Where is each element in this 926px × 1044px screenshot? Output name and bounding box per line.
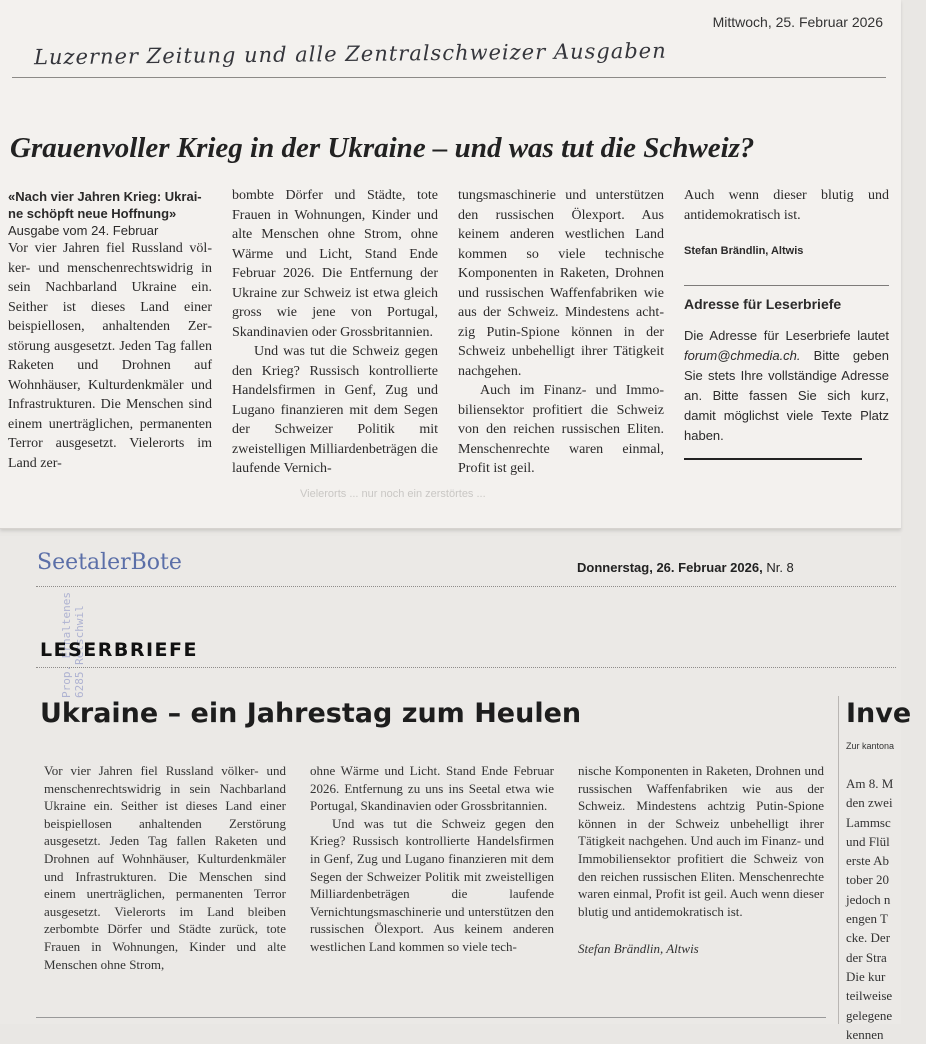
body-paragraph: bombte Dörfer und Städte, tote Frauen in Wohnungen, Kinder und alte Menschen ohne Strom, ohne Wärme und Licht, Stand Ende Februar 2026. Die Entfernung der Ukraine zur Schweiz ist etwa gleich gross wie jene von Portugal, Skandinavien oder Grossbritannien. (232, 188, 438, 340)
body-paragraph: Vor vier Jahren fiel Russland völker- und menschenrechtswidrig in sein Nachbarland Ukraine ein. Seither ist dieses Land einer beispiellosen anhaltenden Zerstörung ausgesetzt. Jeden Tag fallen Raketen und Drohnen auf Wohnhäuser, Kulturdenkmäler und Infrastrukturen. Die Menschen sind einem unerträglichen, permanenten Terror ausgesetzt. Vielerorts im Land bleiben zerbombte Dörfer und Städte zurück, tote Frauen in Wohnungen, Kinder und alte Menschen ohne Strom, (44, 763, 286, 972)
newspaper-masthead: SeetalerBote (37, 550, 182, 575)
next-article-line: engen T (846, 911, 888, 927)
masthead-dotted-rule (36, 586, 896, 587)
section-dotted-rule (36, 667, 896, 668)
next-article-line: jedoch n (846, 891, 891, 907)
bottom-rule (36, 1017, 826, 1018)
article-headline: Grauenvoller Krieg in der Ukraine – und was tut die Schweiz? (10, 132, 755, 164)
body-paragraph: tungsmaschinerie und unterstützen den russischen Ölexport. Aus keinem anderen westlichen Land kommen so viele technische Komponenten in Raketen, Drohnen und russischen Waffenfabriken wie aus der Schweiz. Mindestens achtzig Putin-Spione können in der Schweiz unbehelligt ihrer Tätigkeit nachgehen. (458, 188, 664, 379)
kicker-line-2: ne schöpft neue Hoffnung» (8, 206, 177, 221)
issue-number: Nr. 8 (766, 560, 794, 575)
body-paragraph: Und was tut die Schweiz gegen den Krieg? Russisch kontrollierte Handelsfirmen in Genf, Zug und Lugano finanzieren mit dem Segen der Schweizer Politik mit zweistelligen Milliardenbeträgen die laufende Vernich- (232, 344, 438, 476)
info-box-end-rule (684, 458, 862, 460)
article-column-4 (684, 186, 889, 460)
article-column-2 (232, 186, 438, 479)
bleed-through-text: Vielerorts ... nur noch ein zerstörtes ... (300, 488, 486, 500)
email-address: forum@chmedia.ch. (684, 348, 801, 363)
postal-stamp: Prop. Erhaltenes 6285 Retschwil (60, 592, 86, 698)
body-paragraph: Und was tut die Schweiz gegen den Krieg? Russisch kontrollierte Handelsfirmen in Genf, Zug und Lugano finanzieren mit dem Segen der Schweizer Politik mit zweistelligen Milliardenbeträgen die laufende Vernichtungsmaschinerie und unterstützen den russischen Ölexport. Aus keinem anderen westlichen Land kommen so viele tech- (310, 815, 554, 954)
next-article-line: der Stra (846, 949, 887, 965)
next-article-line: erste Ab (846, 853, 889, 869)
next-article-headline: Inve (846, 698, 912, 729)
clipping-seetaler-bote (0, 536, 912, 1042)
column-divider (838, 696, 839, 1024)
letter-signature: Stefan Brändlin, Altwis (684, 245, 804, 257)
next-article-line: tober 20 (846, 872, 889, 888)
article-column-1 (8, 188, 212, 473)
publication-date: Donnerstag, 26. Februar 2026, Nr. 8 (577, 560, 794, 575)
body-paragraph: Auch wenn dieser blutig und antidemokratisch ist. (684, 188, 889, 223)
info-box-rule (684, 285, 889, 286)
header-rule (12, 77, 886, 78)
info-box-text: Die Adresse für Leserbriefe lautet forum@chmedia.ch. Bitte geben Sie stets Ihre vollständige Adresse an. Bitte fassen Sie sich kurz, damit möglichst viele Texte Platz haben. (684, 328, 889, 443)
body-paragraph: ohne Wärme und Licht. Stand Ende Februar 2026. Entfernung zu uns ins Seetal etwa wie Portugal, Skandinavien oder Grossbritannien. (310, 763, 554, 814)
body-paragraph: Vor vier Jahren fiel Russland völker- und menschenrechtswidrig in sein Nachbarland Ukraine ein. Seither ist dieses Land einer beispiellosen, anhaltenden Zerstörung ausgesetzt. Jeden Tag fallen Raketen und Drohnen auf Wohnhäuser, Kulturdenkmäler und Infrastrukturen. Die Menschen sind einem unerträglichen, permanenten Terror ausgesetzt. Vielerorts im Land zer- (8, 241, 212, 471)
next-article-line: Die kur (846, 968, 886, 984)
body-paragraph: nische Komponenten in Raketen, Drohnen und russischen Waffenfabriken wie aus der Schweiz. Mindestens achtzig Putin-Spione können in der Schweiz unbehelligt ihrer Tätigkeit nachgehen. Und auch im Finanz- und Immobiliensektor profitiert die Schweiz von den reichen russischen Eliten. Menschenrechte waren einmal, Profit ist geil. Auch wenn dieser blutig und antidemokratisch ist. (578, 763, 824, 919)
body-paragraph: Auch im Finanz- und Immobiliensektor profitiert die Schweiz von den reichen russischen Eliten. Menschenrechte waren einmal, Profit ist geil. (458, 383, 664, 476)
article-column-3 (458, 186, 664, 479)
article-headline: Ukraine – ein Jahrestag zum Heulen (40, 698, 582, 729)
info-box-title: Adresse für Leserbriefe (684, 296, 842, 312)
next-article-line: teilweise (846, 988, 893, 1004)
next-article-line: und Flül (846, 833, 890, 849)
next-article-text (846, 774, 926, 1044)
reference-edition: Ausgabe vom 24. Februar (8, 223, 159, 238)
next-article-line: Am 8. M (846, 776, 894, 791)
kicker-line-1: «Nach vier Jahren Krieg: Ukrai- (8, 189, 202, 204)
article-column-1 (44, 762, 286, 973)
publication-date: Mittwoch, 25. Februar 2026 (712, 14, 883, 30)
next-article-subline: Zur kantona (846, 741, 895, 751)
section-title: LESERBRIEFE (40, 639, 198, 661)
next-article-line: cke. Der (846, 930, 891, 946)
next-article-line: gelegene (846, 1007, 893, 1023)
next-article-line: den zwei (846, 795, 893, 811)
clipping-luzerner-zeitung (0, 0, 901, 529)
article-column-2 (310, 762, 554, 956)
handwritten-source-note: Luzerner Zeitung und alle Zentralschweizer Ausgaben (33, 38, 667, 70)
article-column-3 (578, 762, 824, 958)
next-article-line: Lammsc (846, 814, 891, 830)
letter-signature: Stefan Brändlin, Altwis (578, 941, 699, 957)
next-article-line: kennen (846, 1026, 884, 1042)
